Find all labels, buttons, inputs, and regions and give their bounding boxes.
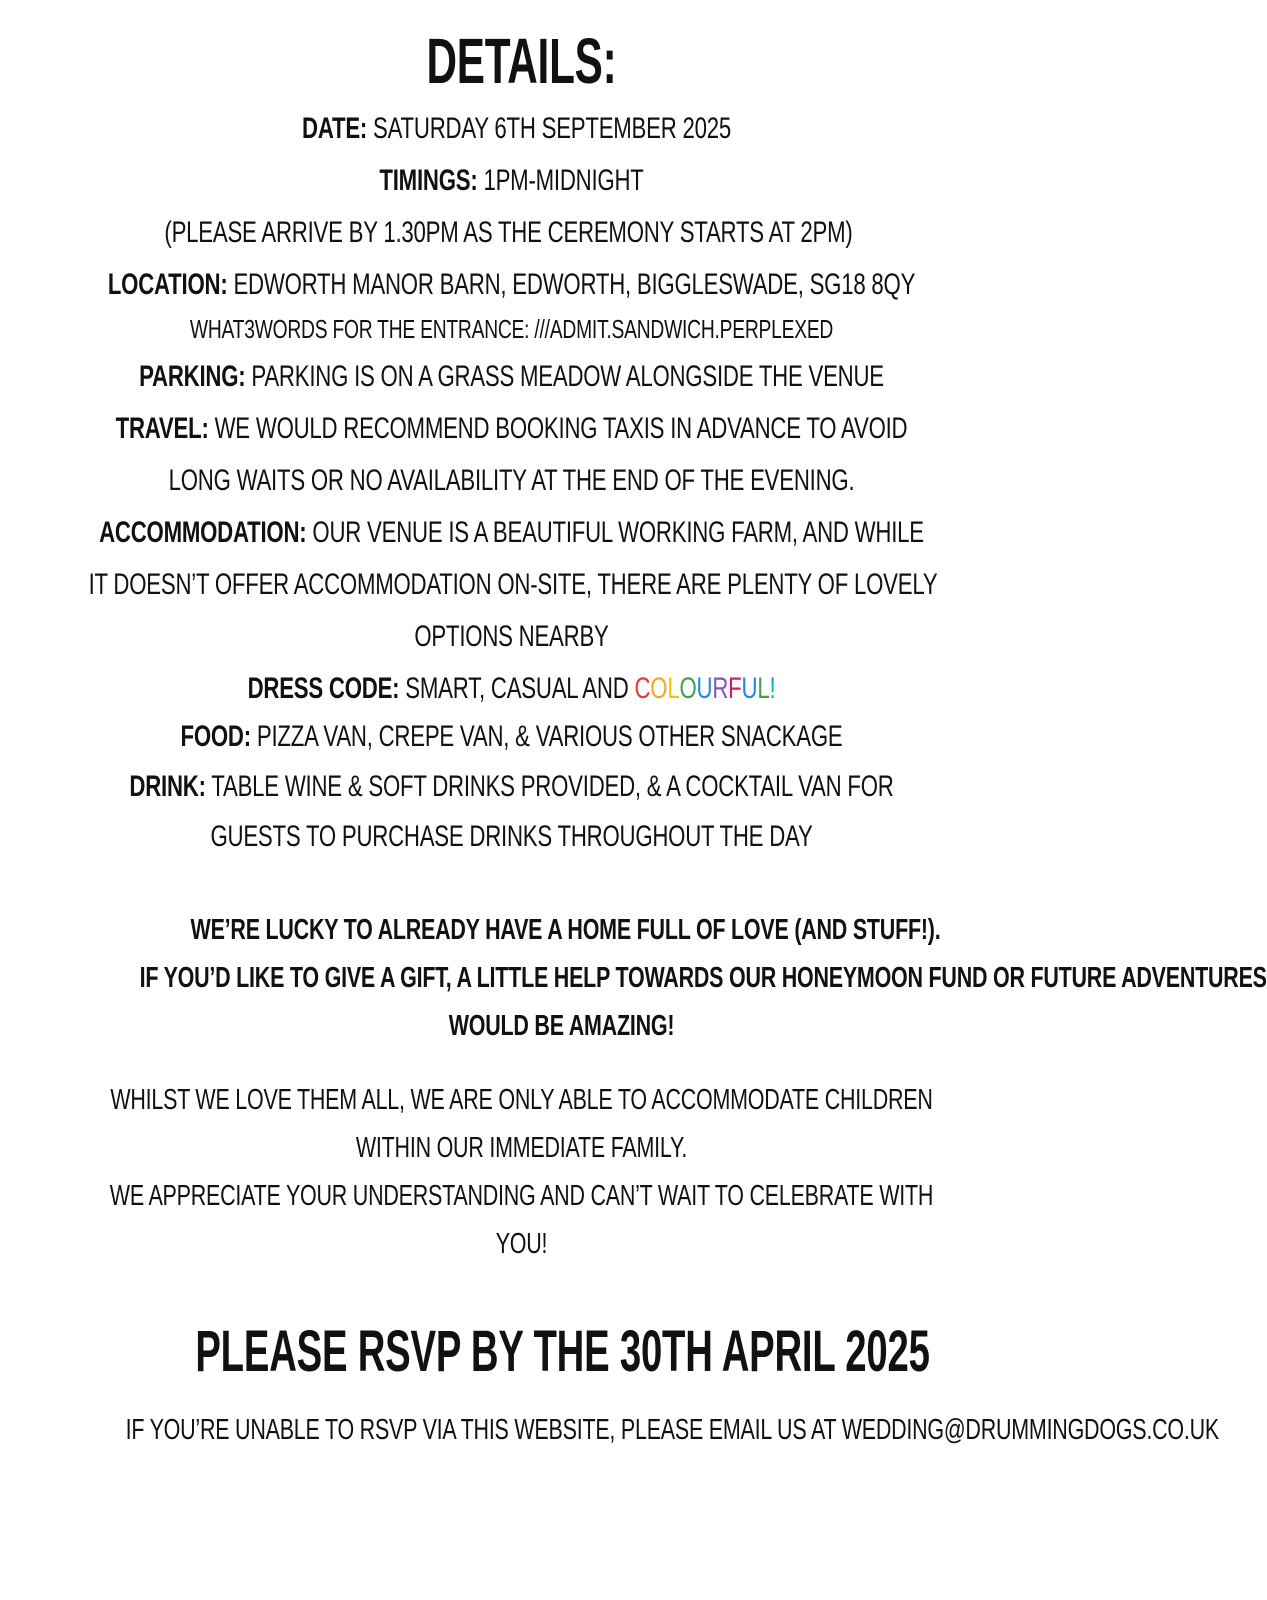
colourful-letter: O (679, 672, 697, 705)
accommodation-value: OUR VENUE IS A BEAUTIFUL WORKING FARM, AND WHILE (312, 516, 924, 549)
page-title: DETAILS: (426, 25, 617, 97)
colourful-letter: U (696, 672, 713, 705)
colourful-letter: U (741, 672, 758, 705)
parking-line (89, 360, 935, 394)
children-line-3: WE APPRECIATE YOUR UNDERSTANDING AND CAN’T WAIT TO CELEBRATE WITH (109, 1180, 934, 1212)
dress-code-value: SMART, CASUAL AND (405, 672, 635, 705)
rsvp-heading: PLEASE RSVP BY THE 30TH APRIL 2025 (195, 1319, 930, 1384)
colourful-letter: O (650, 672, 668, 705)
children-line-2: WITHIN OUR IMMEDIATE FAMILY. (355, 1132, 688, 1164)
date-label: DATE: (302, 112, 368, 145)
colourful-letter: ! (769, 672, 776, 705)
accommodation-continued-2: OPTIONS NEARBY (414, 620, 609, 653)
parking-label: PARKING: (139, 360, 246, 393)
location-line (89, 268, 935, 302)
drink-continued: GUESTS TO PURCHASE DRINKS THROUGHOUT THE DAY (210, 820, 813, 853)
rsvp-email-note: IF YOU’RE UNABLE TO RSVP VIA THIS WEBSITE, PLEASE EMAIL US AT WEDDING@DRUMMINGDOGS.CO.UK (125, 1414, 1219, 1446)
timings-note: (PLEASE ARRIVE BY 1.30PM AS THE CEREMONY STARTS AT 2PM) (164, 216, 853, 249)
what3words-line: WHAT3WORDS FOR THE ENTRANCE: ///ADMIT.SANDWICH.PERPLEXED (189, 314, 834, 344)
drink-label: DRINK: (129, 770, 206, 803)
travel-continued: LONG WAITS OR NO AVAILABILITY AT THE END OF THE EVENING. (168, 464, 855, 497)
children-line-4: YOU! (495, 1228, 548, 1260)
gift-line-1: WE’RE LUCKY TO ALREADY HAVE A HOME FULL OF LOVE (AND STUFF!). (190, 914, 941, 946)
food-label: FOOD: (180, 720, 251, 753)
dress-code-label: DRESS CODE: (247, 672, 400, 705)
timings-label: TIMINGS: (379, 164, 478, 197)
parking-value: PARKING IS ON A GRASS MEADOW ALONGSIDE THE VENUE (251, 360, 884, 393)
colourful-letter: C (634, 672, 651, 705)
children-line-1: WHILST WE LOVE THEM ALL, WE ARE ONLY ABLE TO ACCOMMODATE CHILDREN (110, 1084, 933, 1116)
food-line (89, 720, 935, 754)
date-line (94, 112, 940, 146)
food-value: PIZZA VAN, CREPE VAN, & VARIOUS OTHER SNACKAGE (256, 720, 843, 753)
timings-value: 1PM-MIDNIGHT (483, 164, 644, 197)
colourful-letter: R (712, 672, 729, 705)
accommodation-label: ACCOMMODATION: (99, 516, 307, 549)
drink-value: TABLE WINE & SOFT DRINKS PROVIDED, & A COCKTAIL VAN FOR (211, 770, 894, 803)
travel-line (89, 412, 935, 446)
colourful-letter: F (728, 672, 742, 705)
gift-line-3: WOULD BE AMAZING! (448, 1010, 675, 1042)
travel-label: TRAVEL: (115, 412, 209, 445)
location-value: EDWORTH MANOR BARN, EDWORTH, BIGGLESWADE, SG18 8QY (233, 268, 916, 301)
drink-line (89, 770, 935, 804)
colourful-word (634, 672, 775, 705)
location-label: LOCATION: (107, 268, 228, 301)
accommodation-continued-1: IT DOESN’T OFFER ACCOMMODATION ON-SITE, THERE ARE PLENTY OF LOVELY (88, 568, 938, 601)
travel-value: WE WOULD RECOMMEND BOOKING TAXIS IN ADVANCE TO AVOID (214, 412, 908, 445)
timings-line (89, 164, 935, 198)
dress-code-line (89, 672, 935, 706)
colourful-letter: L (667, 672, 680, 705)
gift-line-2: IF YOU’D LIKE TO GIVE A GIFT, A LITTLE HELP TOWARDS OUR HONEYMOON FUND OR FUTURE ADVENTURES (139, 962, 1267, 994)
colourful-letter: L (757, 672, 770, 705)
date-value: SATURDAY 6TH SEPTEMBER 2025 (373, 112, 731, 145)
accommodation-line (89, 516, 935, 550)
